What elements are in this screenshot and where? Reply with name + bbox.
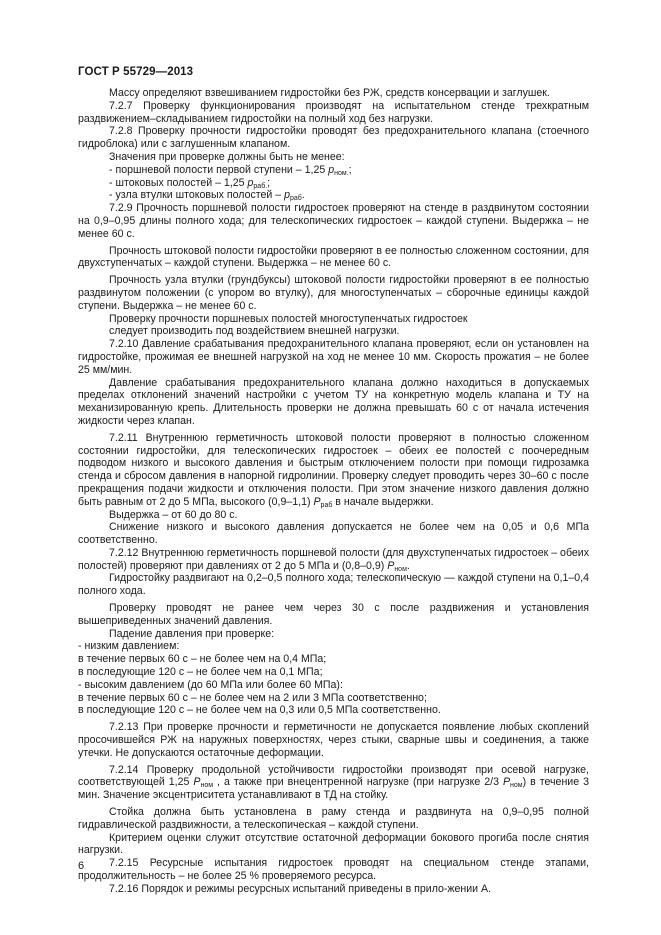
paragraph: Прочность штоковой полости гидростойки проверяют в ее полностью сложенном состоянии, для двухступенчатых – каждой ступени. Выдержка – не менее 60 с. [78,244,589,270]
paragraph: Падение давления при проверке: [109,627,275,640]
list-item: - узла втулки штоковых полостей – $p_{раб}$. [109,189,305,203]
paragraph: Давление срабатывания предохранительного клапана должно находиться в допускаемых пределах отклонений значений настройки с учетом ТУ на конкретную модель клапана и ТУ на механизированную крепь. Длительность проверки не должна превышать 60 с от начала истечения жидкости через клапан. [78,376,589,427]
paragraph-7-2-13: 7.2.13 При проверке прочности и герметичности не допускается появление любых скоплений просочившейся РЖ на наружных поверхностях, через стыки, сварные швы и соединения, а также утечки. Не допускаются остаточные деформации. [78,721,589,759]
paragraph-7-2-11: 7.2.11 Внутреннюю герметичность штоковой полости проверяют в полностью сложенном состоянии гидростойки, для телескопических гидростоек – обеих ее полостей с поочередным подводом низкого и высокого давления и быстрым отключением полости при помощи гидрозамка стенда и сбросом давления в напорной гидролинии. Проверку следует проводить через 30–60 с после прекращения подачи жидкости и отключения полости. При этом значение низкого давления должно быть равным от 2 до 5 МПа, высокого (0,9–1,1) $P_{раб}$ в начале выдержки. [78,431,589,509]
paragraph: Массу определяют взвешиванием гидростойки без РЖ, средств консервации и заглушек. [109,87,550,99]
paragraph: следует производить под воздействием внешней нагрузки. [109,325,400,338]
paragraph: Снижение низкого и высокого давления допускается не более чем на 0,05 и 0,6 МПа соответственно. [78,521,589,547]
page-number: 6 [78,860,85,872]
paragraph: Выдержка – от 60 до 80 с. [109,508,238,521]
paragraph-7-2-16: 7.2.16 Порядок и режимы ресурсных испытаний приведены в прило-жении А. [109,882,492,895]
list-item: - высоким давлением (до 60 МПа или более 60 МПа): [78,678,343,691]
list-item: - штоковых полостей – 1,25 $p_{раб.}$; [109,176,271,190]
paragraph-7-2-10: 7.2.10 Давление срабатывания предохранительного клапана проверяют, если он установлен на гидростойке, прожимая ее внешней нагрузкой на ход не менее 10 мм. Скорость прожатия – не более 25 мм/мин. [78,338,589,376]
paragraph-7-2-8: 7.2.8 Проверку прочности гидростойки проводят без предохранительного клапана (стоечного гидроблока) или с заглушенным клапаном. [78,125,589,151]
paragraph: Прочность узла втулки (грундбуксы) штоковой полости гидростойки проверяют в ее полностью раздвинутом положении (с упором во втулку), для многоступенчатых – сборочные единицы каждой ступени. Выдержка – не менее 60 с. [78,274,589,312]
paragraph-7-2-9: 7.2.9 Прочность поршневой полости гидростоек проверяют на стенде в раздвинутом состоянии на 0,9–0,95 длины полного хода; для телескопических гидростоек – каждой ступени. Выдержка – не менее 60 с. [78,202,589,240]
document-body [78,87,589,896]
paragraph: Критерием оценки служит отсутствие остаточной деформации бокового прогиба после снятия нагрузки. [78,831,589,857]
paragraph-7-2-14: 7.2.14 Проверку продольной устойчивости гидростойки производят при осевой нагрузке, соответствующей 1,25 $P_{ном}$ , а также при внецентренной нагрузке (при нагрузке 2/3 $P_{ном}$) в течение 3 мин. Значение эксцентриситета устанавливают в ТД на стойку. [78,763,589,802]
paragraph-7-2-12: 7.2.12 Внутреннюю герметичность поршневой полости (для двухступенчатых гидростоек – обеих полостей) проверяют при давлениях от 2 до 5 МПа и (0,8–0,9) $P_{ном}$. [78,546,589,573]
paragraph-7-2-7: 7.2.7 Проверку функционирования производят на испытательном стенде трехкратным раздвижением–складыванием гидростойки на полный ход без нагрузки. [78,99,589,125]
paragraph: Стойка должна быть установлена в раму стенда и раздвинута на 0,9–0,95 полной гидравлической раздвижности, а телескопическая – каждой ступени. [78,806,589,831]
paragraph: Значения при проверке должны быть не менее: [109,150,345,163]
list-item: в течение первых 60 с – не более чем на 2 или 3 МПа соответственно; [78,691,427,704]
paragraph: Проверку прочности поршневых полостей многоступенчатых гидростоек [109,312,468,325]
list-item: в последующие 120 с – не более чем на 0,1 МПа; [78,666,323,679]
paragraph-7-2-15: 7.2.15 Ресурсные испытания гидростоек проводят на специальном стенде этапами, продолжительность – не более 25 % проверяемого ресурса. [78,857,589,883]
standard-header: ГОСТ Р 55729—2013 [78,66,194,78]
list-item: в течение первых 60 с – не более чем на 0,4 МПа; [78,653,327,666]
list-item: - низким давлением: [78,640,180,653]
paragraph: Проверку проводят не ранее чем через 30 с после раздвижения и установления вышеприведенных значений давления. [78,602,589,627]
list-item: - поршневой полости первой ступени – 1,25 $p_{ном.}$; [109,163,352,177]
paragraph: Гидростойку раздвигают на 0,2–0,5 полного хода; телескопическую — каждой ступени на 0,1–0,4 полного хода. [78,572,589,598]
list-item: в последующие 120 с – не более чем на 0,3 или 0,5 МПа соответственно. [78,704,441,717]
